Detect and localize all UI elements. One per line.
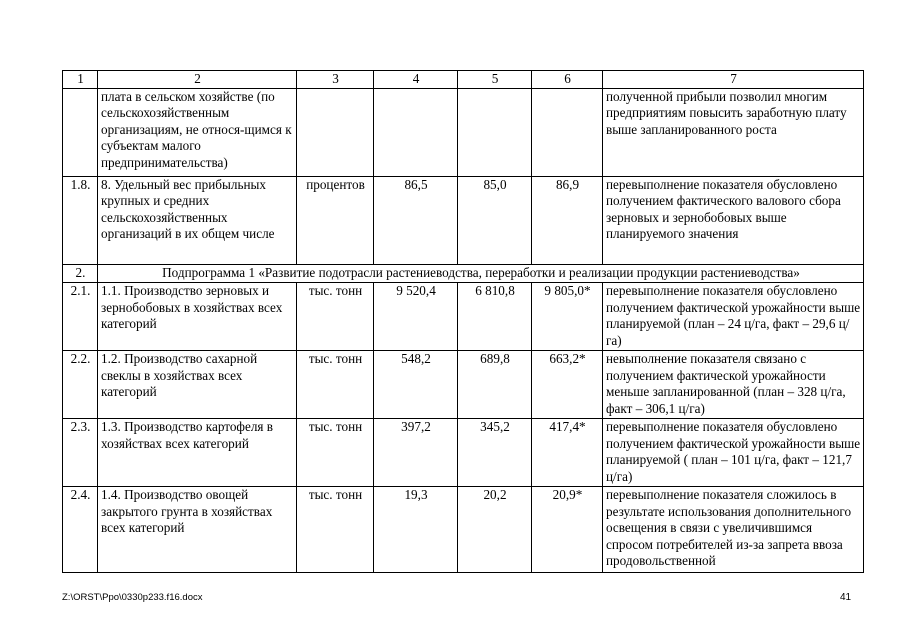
value-cell: 345,2 <box>458 419 532 487</box>
unit-cell <box>297 88 374 176</box>
row-number <box>63 88 98 176</box>
indicator-name: 1.1. Производство зерновых и зернобобовых в хозяйствах всех категорий <box>98 283 297 351</box>
table-row <box>63 351 864 419</box>
unit-cell: тыс. тонн <box>297 487 374 573</box>
unit-cell: процентов <box>297 176 374 264</box>
section-row <box>63 264 864 283</box>
table-row <box>63 88 864 176</box>
unit-cell: тыс. тонн <box>297 419 374 487</box>
comment-cell: полученной прибыли позволил многим предприятиям повысить заработную плату выше запланированного роста <box>603 88 864 176</box>
page-number: 41 <box>840 592 852 603</box>
value-cell: 86,5 <box>374 176 458 264</box>
value-cell <box>374 88 458 176</box>
value-cell: 397,2 <box>374 419 458 487</box>
comment-cell: перевыполнение показателя сложилось в результате использования дополнительного освещения в связи с увеличившимся спросом потребителей из-за запрета ввоза продовольственной <box>603 487 864 573</box>
section-title: Подпрограмма 1 «Развитие подотрасли растениеводства, переработки и реализации продукции растениеводства» <box>98 264 864 283</box>
header-cell: 3 <box>297 71 374 89</box>
table-row <box>63 487 864 573</box>
comment-cell: перевыполнение показателя обусловлено получением фактического валового сбора зерновых и зернобобовых выше планируемого значения <box>603 176 864 264</box>
value-cell: 9 805,0* <box>532 283 603 351</box>
table-header-row <box>63 71 864 89</box>
row-number: 2.1. <box>63 283 98 351</box>
value-cell: 689,8 <box>458 351 532 419</box>
value-cell: 20,2 <box>458 487 532 573</box>
value-cell <box>532 88 603 176</box>
value-cell: 85,0 <box>458 176 532 264</box>
header-cell: 2 <box>98 71 297 89</box>
comment-cell: перевыполнение показателя обусловлено получением фактической урожайности выше планируемой ( план – 101 ц/га, факт – 121,7 ц/га) <box>603 419 864 487</box>
indicators-table <box>62 70 864 573</box>
header-cell: 1 <box>63 71 98 89</box>
row-number: 2.4. <box>63 487 98 573</box>
row-number: 2.2. <box>63 351 98 419</box>
table-row <box>63 176 864 264</box>
unit-cell: тыс. тонн <box>297 283 374 351</box>
indicator-name: 1.2. Производство сахарной свеклы в хозяйствах всех категорий <box>98 351 297 419</box>
indicator-name: 1.3. Производство картофеля в хозяйствах всех категорий <box>98 419 297 487</box>
indicator-name: 1.4. Производство овощей закрытого грунта в хозяйствах всех категорий <box>98 487 297 573</box>
header-cell: 6 <box>532 71 603 89</box>
header-cell: 7 <box>603 71 864 89</box>
row-number: 1.8. <box>63 176 98 264</box>
value-cell <box>458 88 532 176</box>
value-cell: 86,9 <box>532 176 603 264</box>
indicator-name: 8. Удельный вес прибыльных крупных и средних сельскохозяйственных организаций в их общем числе <box>98 176 297 264</box>
indicator-name: плата в сельском хозяйстве (по сельскохозяйственным организациям, не относя-щимся к субъектам малого предпринимательства) <box>98 88 297 176</box>
value-cell: 9 520,4 <box>374 283 458 351</box>
footer-file-path: Z:\ORST\Ppo\0330p233.f16.docx <box>62 592 203 603</box>
header-cell: 4 <box>374 71 458 89</box>
value-cell: 663,2* <box>532 351 603 419</box>
value-cell: 6 810,8 <box>458 283 532 351</box>
row-number: 2. <box>63 264 98 283</box>
comment-cell: невыполнение показателя связано с получением фактической урожайности меньше запланированной (план – 328 ц/га, факт – 306,1 ц/га) <box>603 351 864 419</box>
header-cell: 5 <box>458 71 532 89</box>
unit-cell: тыс. тонн <box>297 351 374 419</box>
value-cell: 548,2 <box>374 351 458 419</box>
value-cell: 20,9* <box>532 487 603 573</box>
value-cell: 19,3 <box>374 487 458 573</box>
table-row <box>63 419 864 487</box>
comment-cell: перевыполнение показателя обусловлено получением фактической урожайности выше планируемой (план – 24 ц/га, факт – 29,6 ц/га) <box>603 283 864 351</box>
row-number: 2.3. <box>63 419 98 487</box>
table-row <box>63 283 864 351</box>
value-cell: 417,4* <box>532 419 603 487</box>
